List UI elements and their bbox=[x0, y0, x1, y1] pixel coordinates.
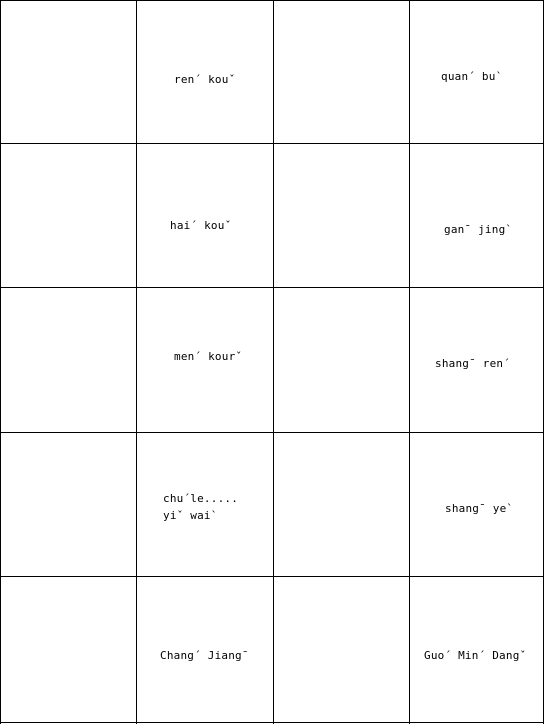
pinyin-card: ren´ kouˇ bbox=[174, 73, 236, 86]
grid-line bbox=[273, 0, 274, 724]
pinyin-card: chu´le..... yiˇ wai` bbox=[163, 492, 239, 522]
pinyin-card: shang¯ ye` bbox=[445, 502, 514, 515]
grid-line bbox=[0, 287, 544, 288]
grid-line bbox=[0, 722, 544, 723]
grid-line bbox=[0, 432, 544, 433]
grid-line bbox=[0, 0, 544, 1]
grid-line bbox=[0, 0, 1, 724]
pinyin-card: quan´ bu` bbox=[441, 70, 503, 83]
grid-line bbox=[0, 576, 544, 577]
grid-line bbox=[0, 143, 544, 144]
pinyin-card: gan¯ jing` bbox=[444, 223, 513, 236]
pinyin-card: Guo´ Min´ Dangˇ bbox=[424, 649, 527, 662]
pinyin-card: men´ kourˇ bbox=[174, 350, 243, 363]
pinyin-card: hai´ kouˇ bbox=[170, 219, 232, 232]
grid-line bbox=[409, 0, 410, 724]
grid-line bbox=[136, 0, 137, 724]
pinyin-card: Chang´ Jiang¯ bbox=[160, 649, 249, 662]
pinyin-card: shang¯ ren´ bbox=[435, 357, 511, 370]
